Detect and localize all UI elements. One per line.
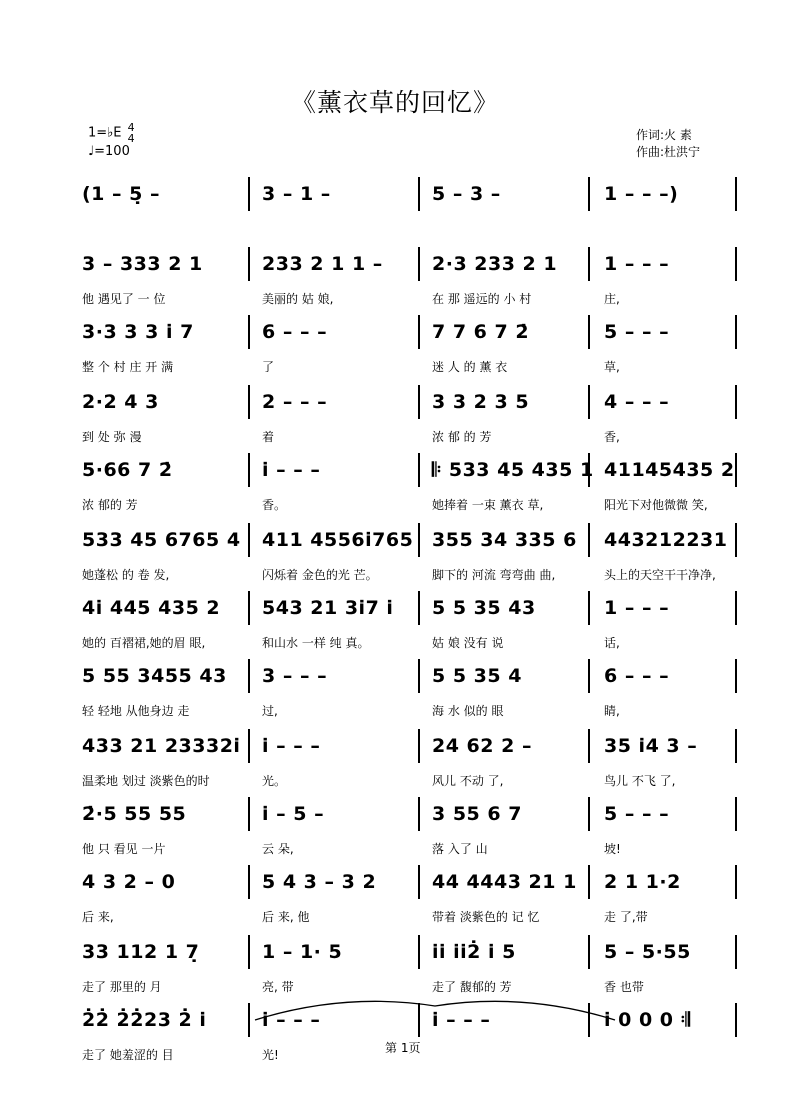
measure-lyric: 香 也带 — [604, 980, 644, 994]
measure-notes: 2 1 1·2 — [604, 871, 681, 893]
measure-notes: i̇ – – – — [262, 735, 321, 757]
measure-lyric: 美丽的 姑 娘, — [262, 292, 334, 306]
barline — [735, 177, 737, 211]
barline — [248, 865, 250, 899]
measure-notes: 5 5 35 4 — [432, 665, 522, 687]
measure-notes: 6 – – – — [262, 321, 328, 343]
measure-notes: 5·66 7 2̇ — [82, 459, 173, 481]
barline — [588, 935, 590, 969]
song-title: 《薰衣草的回忆》 — [290, 88, 499, 117]
measure-notes: 1 – – – — [604, 597, 670, 619]
measure-notes: 41145435 2 — [604, 459, 735, 481]
measure-notes: i̇ 0 0 0 𝄇 — [604, 1009, 691, 1031]
measure-notes: 2·3 233 2 1 — [432, 253, 558, 275]
measure-lyric: 迷 人 的 薰 衣 — [432, 360, 508, 374]
measure-lyric: 她蓬松 的 卷 发, — [82, 568, 170, 582]
measure-notes: 5 55 3455 43 — [82, 665, 227, 687]
barline — [735, 315, 737, 349]
measure-lyric: 走了 她羞涩的 目 — [82, 1048, 174, 1062]
barline — [418, 315, 420, 349]
barline — [588, 729, 590, 763]
measure-lyric: 整 个 村 庄 开 满 — [82, 360, 174, 374]
measure-notes: (1 – 5̣ – — [82, 183, 160, 205]
measure-lyric: 庄, — [604, 292, 620, 306]
barline — [248, 797, 250, 831]
measure-lyric: 轻 轻地 从他身边 走 — [82, 704, 190, 718]
barline — [735, 453, 737, 487]
measure-lyric: 头上的天空干干净净, — [604, 568, 716, 582]
measure-lyric: 他 遇见了 一 位 — [82, 292, 166, 306]
measure-notes: 5 5 35 43 — [432, 597, 536, 619]
barline — [735, 385, 737, 419]
barline — [248, 315, 250, 349]
barline — [418, 247, 420, 281]
barline — [248, 247, 250, 281]
measure-notes: 3·3 3 3 i̇ 7 — [82, 321, 194, 343]
measure-notes: i̇ – – – — [262, 1009, 321, 1031]
measure-lyric: 走了 馥郁的 芳 — [432, 980, 512, 994]
measure-lyric: 带着 淡紫色的 记 忆 — [432, 910, 540, 924]
credits-block — [636, 127, 700, 161]
barline — [735, 591, 737, 625]
barline — [588, 315, 590, 349]
barline — [418, 385, 420, 419]
barline — [418, 177, 420, 211]
barline — [735, 659, 737, 693]
measure-lyric: 和山水 一样 纯 真。 — [262, 636, 370, 650]
barline — [418, 523, 420, 557]
measure-notes: 411 4556i̇765 — [262, 529, 414, 551]
measure-notes: 6 – – – — [604, 665, 670, 687]
measure-notes: i̇ – 5 – — [262, 803, 325, 825]
measure-lyric: 香, — [604, 430, 620, 444]
ending-tie-slur — [250, 998, 620, 1028]
measure-notes: 35 i̇4 3 – — [604, 735, 698, 757]
barline — [248, 385, 250, 419]
measure-lyric: 走了 那里的 月 — [82, 980, 162, 994]
score-row — [0, 526, 790, 588]
measure-notes: 3 – 1 – — [262, 183, 331, 205]
measure-lyric: 着 — [262, 430, 275, 444]
measure-lyric: 后 来, — [82, 910, 114, 924]
barline — [735, 523, 737, 557]
measure-lyric: 她捧着 一束 薰衣 草, — [432, 498, 544, 512]
barline — [418, 935, 420, 969]
measure-notes: i̇ – – – — [432, 1009, 491, 1031]
measure-notes: 433 21 23332i̇ — [82, 735, 241, 757]
measure-notes: 2 – – – — [262, 391, 328, 413]
barline — [588, 247, 590, 281]
barline — [418, 729, 420, 763]
barline — [418, 453, 420, 487]
measure-lyric: 浓 郁的 芳 — [82, 498, 138, 512]
measure-lyric: 他 只 看见 一片 — [82, 842, 166, 856]
barline — [735, 247, 737, 281]
measure-lyric: 草, — [604, 360, 620, 374]
measure-notes: 4 3 2 – 0 — [82, 871, 176, 893]
score-row — [0, 800, 790, 862]
barline — [248, 523, 250, 557]
measure-notes: 443212231 — [604, 529, 728, 551]
measure-notes: 7 7 6 7 2̇ — [432, 321, 530, 343]
measure-lyric: 海 水 似的 眼 — [432, 704, 504, 718]
measure-lyric: 坡! — [604, 842, 621, 856]
measure-lyric: 后 来, 他 — [262, 910, 310, 924]
measure-notes: 1 – – –) — [604, 183, 679, 205]
score-row — [0, 594, 790, 656]
measure-notes: 5 – 3 – — [432, 183, 501, 205]
barline — [588, 177, 590, 211]
measure-notes: 4 – – – — [604, 391, 670, 413]
barline — [735, 729, 737, 763]
barline — [418, 797, 420, 831]
measure-lyric: 脚下的 河流 弯弯曲 曲, — [432, 568, 556, 582]
barline — [248, 177, 250, 211]
measure-lyric: 鸟儿 不飞 了, — [604, 774, 676, 788]
measure-notes: 44 4443 21 1 — [432, 871, 577, 893]
barline — [735, 797, 737, 831]
score-row — [0, 938, 790, 1000]
barline — [588, 385, 590, 419]
barline — [248, 729, 250, 763]
score-row — [0, 180, 790, 242]
measure-lyric: 阳光下对他微微 笑, — [604, 498, 708, 512]
measure-lyric: 闪烁着 金色的光 芒。 — [262, 568, 378, 582]
barline — [588, 523, 590, 557]
barline — [588, 865, 590, 899]
key-signature: 1=♭E 4 4 — [88, 121, 135, 145]
barline — [248, 659, 250, 693]
score-row — [0, 732, 790, 794]
score-row — [0, 250, 790, 312]
measure-lyric: 她的 百褶裙,她的眉 眼, — [82, 636, 206, 650]
measure-lyric: 香。 — [262, 498, 287, 512]
score-row — [0, 318, 790, 380]
time-signature: 4 4 — [127, 121, 135, 145]
measure-notes: 533 45 6765 4 — [82, 529, 241, 551]
measure-notes: 5 – 5·55 — [604, 941, 691, 963]
measure-lyric: 话, — [604, 636, 620, 650]
measure-lyric: 姑 娘 没有 说 — [432, 636, 504, 650]
barline — [248, 453, 250, 487]
measure-lyric: 了 — [262, 360, 275, 374]
measure-notes: 3 – – – — [262, 665, 328, 687]
score-row — [0, 868, 790, 930]
barline — [588, 659, 590, 693]
measure-notes: 24 62 2 – — [432, 735, 532, 757]
measure-lyric: 在 那 遥远的 小 村 — [432, 292, 532, 306]
score-row — [0, 662, 790, 724]
measure-notes: 1 – 1· 5 — [262, 941, 343, 963]
lyricist-credit: 作词:火 素 — [636, 128, 692, 142]
composer-credit: 作曲:杜洪宁 — [636, 145, 701, 159]
page-number: 第 1页 — [385, 1041, 421, 1055]
key-and-tempo-block — [88, 122, 135, 159]
barline — [248, 591, 250, 625]
measure-notes: 4i̇ 445 435 2 — [82, 597, 221, 619]
measure-lyric: 光。 — [262, 774, 287, 788]
barline — [735, 935, 737, 969]
barline — [418, 659, 420, 693]
measure-notes: 2·2 4 3 — [82, 391, 159, 413]
measure-notes: 3 55 6 7 — [432, 803, 522, 825]
measure-notes: 33 112 1 7̣ — [82, 941, 200, 963]
barline — [735, 865, 737, 899]
score-row — [0, 456, 790, 518]
measure-notes: i̇ – – – — [262, 459, 321, 481]
measure-lyric: 风儿 不动 了, — [432, 774, 504, 788]
measure-lyric: 亮, 带 — [262, 980, 294, 994]
measure-notes: 3 3 2 3 5 — [432, 391, 530, 413]
measure-lyric: 走 了,带 — [604, 910, 648, 924]
measure-lyric: 落 入了 山 — [432, 842, 488, 856]
barline — [248, 935, 250, 969]
tempo-marking: ♩=100 — [88, 144, 130, 159]
measure-notes: 543 21 3i̇7 i̇ — [262, 597, 394, 619]
measure-notes: 3 – 333 2 1 — [82, 253, 203, 275]
measure-notes: 𝄆 533 45 435 1 — [432, 459, 594, 481]
measure-notes: 1 – – – — [604, 253, 670, 275]
barline — [588, 591, 590, 625]
measure-notes: 2̇2̇ 2̇2̇23 2̇ i̇ — [82, 1009, 207, 1031]
barline — [418, 865, 420, 899]
measure-lyric: 浓 郁 的 芳 — [432, 430, 492, 444]
barline — [588, 797, 590, 831]
measure-notes: 233 2 1 1 – — [262, 253, 383, 275]
measure-notes: 2̇·5 55 55 — [82, 803, 187, 825]
measure-notes: 5 4 3 – 3 2 — [262, 871, 377, 893]
measure-lyric: 到 处 弥 漫 — [82, 430, 142, 444]
measure-lyric: 云 朵, — [262, 842, 294, 856]
barline — [418, 591, 420, 625]
measure-notes: 5 – – – — [604, 321, 670, 343]
measure-notes: 5 – – – — [604, 803, 670, 825]
measure-lyric: 光! — [262, 1048, 279, 1062]
measure-lyric: 睛, — [604, 704, 620, 718]
measure-notes: 355 34 335 6 — [432, 529, 577, 551]
measure-lyric: 温柔地 划过 淡紫色的时 — [82, 774, 210, 788]
barline — [735, 1003, 737, 1037]
score-row — [0, 388, 790, 450]
measure-lyric: 过, — [262, 704, 278, 718]
measure-notes: i̇i̇ i̇i̇2̇ i̇ 5 — [432, 941, 516, 963]
